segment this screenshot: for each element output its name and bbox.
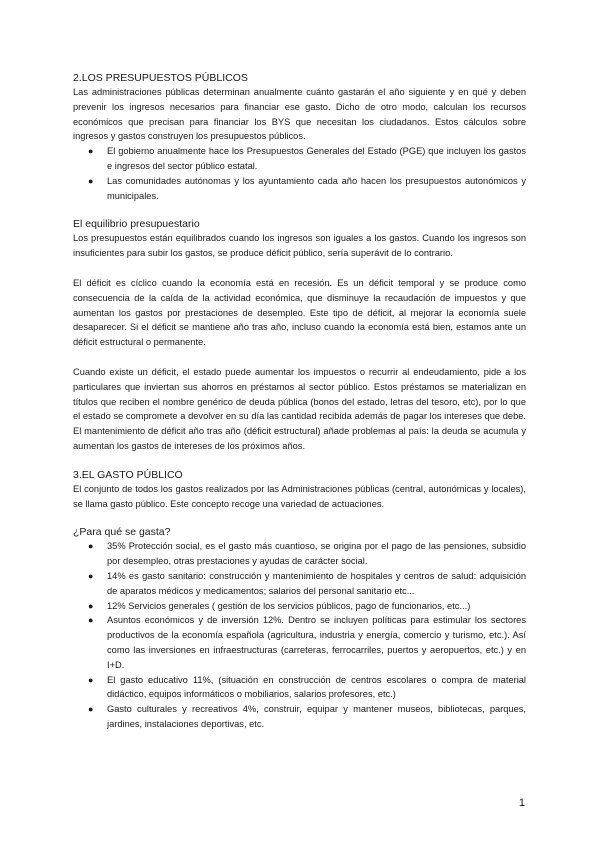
list-item: ● 14% es gasto sanitario: construcción y mantenimiento de hospitales y centros de salud: adquisición de aparatos médicos y medicamentos; salarios del personal sanitario etc...	[88, 570, 526, 596]
section-2-intro: Las administraciones públicas determinan anualmente cuánto gastarán el año siguiente y en qué y deben prevenir los ingresos necesarios para financiar ese gasto. Dicho de otro modo, calculan los recursos económicos que precisan para financiar los BYS que necesitan los ciudadanos. Estos cálculos sobre ingresos y gastos construyen los presupuestos públicos.	[73, 87, 526, 142]
section-2-title: 2.LOS PRESUPUESTOS PÚBLICOS	[73, 72, 248, 84]
bullet-icon: ●	[88, 570, 94, 581]
section-3-question: ¿Para qué se gasta?	[73, 526, 171, 539]
document-page	[73, 72, 526, 732]
bullet-icon: ●	[88, 600, 94, 611]
section-3-title: 3.EL GASTO PÚBLICO	[73, 468, 183, 481]
list-item: ● El gobierno anualmente hace los Presupuestos Generales del Estado (PGE) que incluyen los gastos e ingresos del sector público estatal.	[88, 146, 526, 171]
equilibrio-paragraph-3: Cuando existe un déficit, el estado puede aumentar los impuestos o recurrir al endeudamiento, pide a los particulares que inviertan sus ahorros en préstamos al sector público. Estos préstamos se materializan en títulos que reciben el nombre genérico de deuda pública (bonos del estado, letras del tesoro, etc), por lo que el estado se compromete a devolver en su día las cantidad recibida además de pagar los intereses que debe. El mantenimiento de déficit año tras año (déficit estructural) añade problemas al país: la deuda se acumula y aumentan los gastos de intereses de los próximos años.	[73, 366, 526, 451]
equilibrio-paragraph-2: El déficit es cíclico cuando la economía está en recesión. Es un déficit temporal y se produce como consecuencia de la caída de la actividad económica, que disminuye la recaudación de impuestos y que aumentan los gastos por prestaciones de desempleo. Este tipo de déficit, al mejorar la economía suele desaparecer. Si el déficit se mantiene año tras año, incluso cuando la economía está bien, estamos ante un déficit estructural o permanente.	[73, 277, 526, 348]
equilibrio-paragraph-1: Los presupuestos están equilibrados cuando los ingresos son iguales a los gastos. Cuando los ingresos son insuficientes para subir los gastos, se produce déficit público, sería superávit de lo contrario.	[73, 233, 526, 259]
list-item: ● Las comunidades autónomas y los ayuntamiento cada año hacen los presupuestos autonómicos y municipales.	[88, 175, 526, 201]
section-2-bullet-list	[73, 144, 526, 203]
bullet-icon: ●	[88, 704, 94, 715]
list-item: ● El gasto educativo 11%, (situación en construcción de centros escolares o compra de material didáctico, equipos informáticos o mobiliarios, salarios profesores, etc.)	[88, 674, 526, 700]
list-item: ● Gasto culturales y recreativos 4%, construir, equipar y mantener museos, bibliotecas, parques, jardines, instalaciones deportivas, etc.	[88, 704, 526, 729]
bullet-icon: ●	[88, 615, 94, 626]
list-item: ● 35% Protección social, es el gasto más cuantioso, se origina por el pago de las pensiones, subsidio por desempleo, otras prestaciones y ayudas de carácter social.	[88, 541, 526, 567]
page-number: 1	[518, 797, 525, 809]
bullet-icon: ●	[88, 674, 94, 685]
bullet-icon: ●	[88, 541, 94, 552]
bullet-icon: ●	[88, 175, 94, 186]
list-item: ● Asuntos económicos y de inversión 12%. Dentro se incluyen políticas para estimular los sectores productivos de la economía española (agricultura, industria y energía, comercio y turismo, etc.). Así como las inversiones en infraestructuras (carreteras, ferrocarriles, puertos y aeropuertos, etc.) y en I+D.	[88, 615, 526, 670]
section-3-bullet-list	[73, 539, 526, 731]
list-item: ● 12% Servicios generales ( gestión de los servicios públicos, pago de funcionarios, etc...)	[73, 599, 526, 614]
section-3-intro: El conjunto de todos los gastos realizados por las Administraciones públicas (central, autonómicas y locales), se llama gasto público. Este concepto recoge una variedad de actuaciones.	[73, 483, 526, 509]
equilibrio-title: El equilibrio presupuestario	[73, 218, 200, 231]
bullet-icon: ●	[88, 146, 94, 157]
